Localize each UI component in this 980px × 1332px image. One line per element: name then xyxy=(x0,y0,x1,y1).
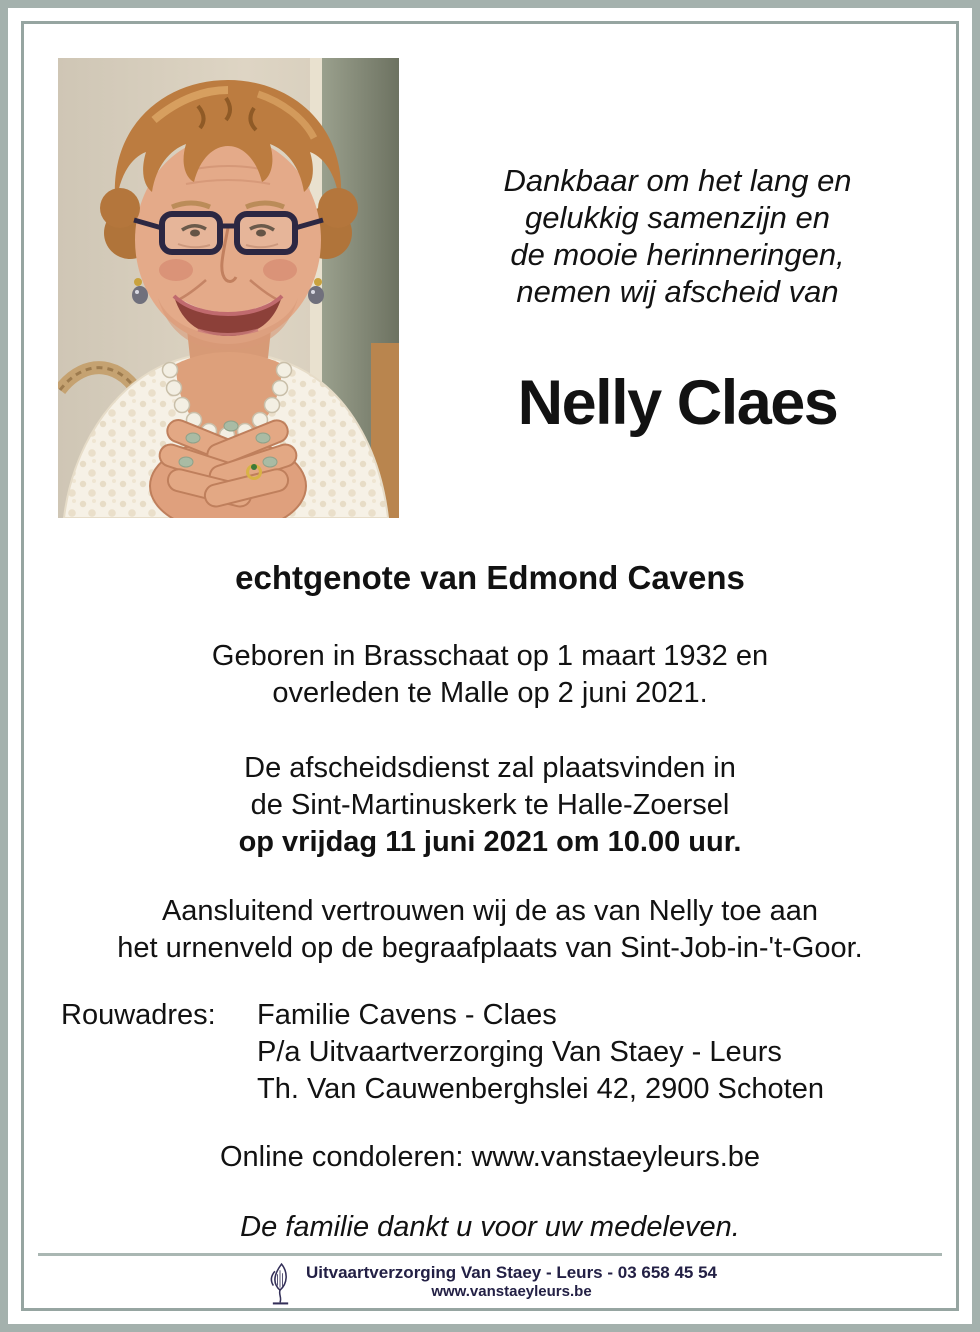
portrait-illustration xyxy=(58,58,399,518)
card-content xyxy=(24,24,956,1253)
footer-website: www.vanstaeyleurs.be xyxy=(431,1283,592,1300)
footer xyxy=(24,1256,956,1308)
service-datetime: op vrijdag 11 juni 2021 om 10.00 uur. xyxy=(238,826,742,858)
intro-column xyxy=(399,58,956,518)
top-row xyxy=(24,58,956,518)
life-line: overleden te Malle op 2 juni 2021. xyxy=(272,677,708,709)
service-line: De afscheidsdienst zal plaatsvinden in xyxy=(244,752,736,784)
interment-line: het urnenveld op de begraafplaats van Sint-Job-in-'t-Goor. xyxy=(117,932,863,964)
address-line: P/a Uitvaartverzorging Van Staey - Leurs xyxy=(257,1036,782,1068)
mourning-address xyxy=(24,997,956,1108)
intro-line: gelukkig samenzijn en xyxy=(524,200,830,235)
address-line: Th. Van Cauwenberghslei 42, 2900 Schoten xyxy=(257,1073,824,1105)
mourning-address-lines xyxy=(257,997,824,1108)
online-condolences: Online condoleren: www.vanstaeyleurs.be xyxy=(219,1141,761,1173)
relation-line: echtgenote van Edmond Cavens xyxy=(235,559,745,596)
address-line: Familie Cavens - Claes xyxy=(257,999,557,1031)
inner-frame xyxy=(21,21,959,1311)
intro-text xyxy=(399,162,956,310)
intro-line: de mooie herinneringen, xyxy=(510,237,845,272)
service-line: de Sint-Martinuskerk te Halle-Zoersel xyxy=(250,789,730,821)
footer-text xyxy=(306,1263,717,1301)
intro-line: Dankbaar om het lang en xyxy=(503,163,852,198)
intro-line: nemen wij afscheid van xyxy=(516,274,839,309)
life-line: Geboren in Brasschaat op 1 maart 1932 en xyxy=(211,640,769,672)
life-dates xyxy=(24,638,956,712)
thanks-line: De familie dankt u voor uw medeleven. xyxy=(240,1211,740,1243)
interment-info xyxy=(24,893,956,967)
footer-company-line: Uitvaartverzorging Van Staey - Leurs - 03 658 45 54 xyxy=(305,1263,718,1282)
deceased-name: Nelly Claes xyxy=(517,368,838,438)
portrait-photo xyxy=(58,58,399,518)
interment-line: Aansluitend vertrouwen wij de as van Nelly toe aan xyxy=(161,895,819,927)
leaf-logo-icon xyxy=(263,1261,297,1307)
mourning-address-label: Rouwadres: xyxy=(61,999,216,1031)
service-info xyxy=(24,750,956,861)
